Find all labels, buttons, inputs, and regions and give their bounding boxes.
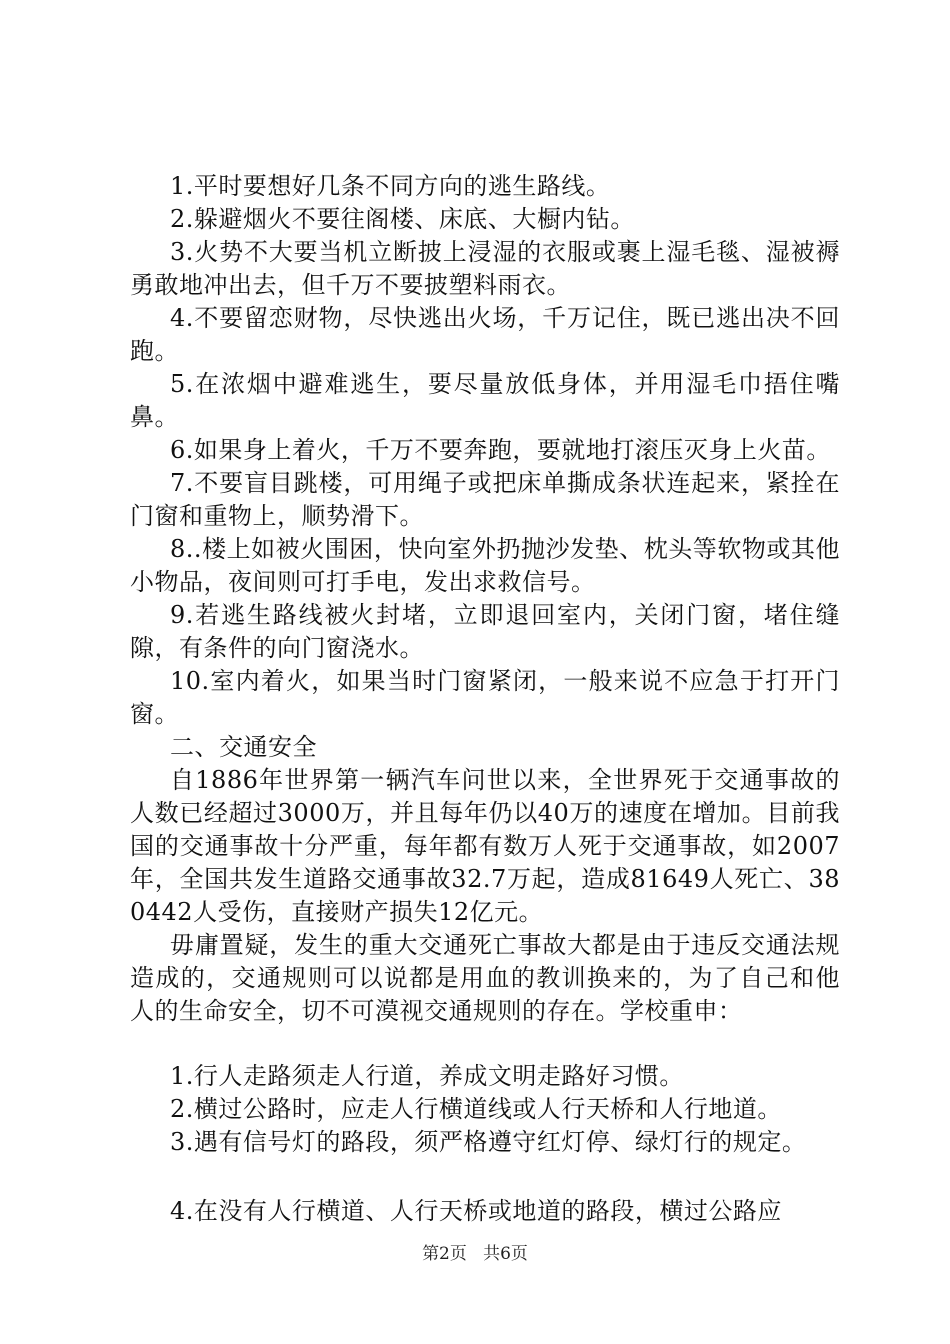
traffic-paragraph-2: 毋庸置疑，发生的重大交通死亡事故大都是由于违反交通法规造成的，交通规则可以说都是用血的教训换来的，为了自己和他人的生命安全，切不可漠视交通规则的存在。学校重申：: [130, 931, 840, 1025]
fire-item-7: 7.不要盲目跳楼，可用绳子或把床单撕成条状连起来，紧拴在门窗和重物上，顺势滑下。: [130, 469, 840, 530]
document-body: [130, 170, 840, 1228]
page-footer: [0, 1243, 950, 1265]
fire-item-8: 8..楼上如被火围困，快向室外扔抛沙发垫、枕头等软物或其他小物品，夜间则可打手电，发出求救信号。: [130, 535, 840, 596]
section-heading: 二、交通安全: [170, 733, 317, 761]
traffic-item-4: 4.在没有人行横道、人行天桥或地道的路段，横过公路应: [170, 1197, 782, 1225]
page-number: 第2页: [422, 1244, 467, 1264]
traffic-paragraph-1: 自1886年世界第一辆汽车问世以来，全世界死于交通事故的人数已经超过3000万，并且每年仍以40万的速度在增加。目前我国的交通事故十分严重，每年都有数万人死于交通事故，如2007年，全国共发生道路交通事故32.7万起，造成81649人死亡、380442人受伤，直接财产损失12亿元。: [130, 766, 840, 926]
page-separator: [472, 1244, 477, 1264]
fire-item-6: 6.如果身上着火，千万不要奔跑，要就地打滚压灭身上火苗。: [170, 436, 831, 464]
traffic-item-2: 2.横过公路时，应走人行横道线或人行天桥和人行地道。: [170, 1095, 782, 1123]
traffic-item-3: 3.遇有信号灯的路段，须严格遵守红灯停、绿灯行的规定。: [170, 1128, 807, 1156]
fire-item-1: 1.平时要想好几条不同方向的逃生路线。: [170, 172, 611, 200]
fire-item-9: 9.若逃生路线被火封堵，立即退回室内，关闭门窗，堵住缝隙，有条件的向门窗浇水。: [130, 601, 840, 662]
traffic-item-1: 1.行人走路须走人行道，养成文明走路好习惯。: [170, 1062, 684, 1090]
fire-item-2: 2.躲避烟火不要往阁楼、床底、大橱内钻。: [170, 205, 635, 233]
fire-item-5: 5.在浓烟中避难逃生，要尽量放低身体，并用湿毛巾捂住嘴鼻。: [130, 370, 840, 431]
fire-item-4: 4.不要留恋财物，尽快逃出火场，千万记住，既已逃出决不回跑。: [130, 304, 840, 365]
fire-item-3: 3.火势不大要当机立断披上浸湿的衣服或裹上湿毛毯、湿被褥勇敢地冲出去，但千万不要披塑料雨衣。: [130, 238, 840, 299]
fire-item-10: 10.室内着火，如果当时门窗紧闭，一般来说不应急于打开门窗。: [130, 667, 840, 728]
total-pages: 共6页: [483, 1244, 528, 1264]
